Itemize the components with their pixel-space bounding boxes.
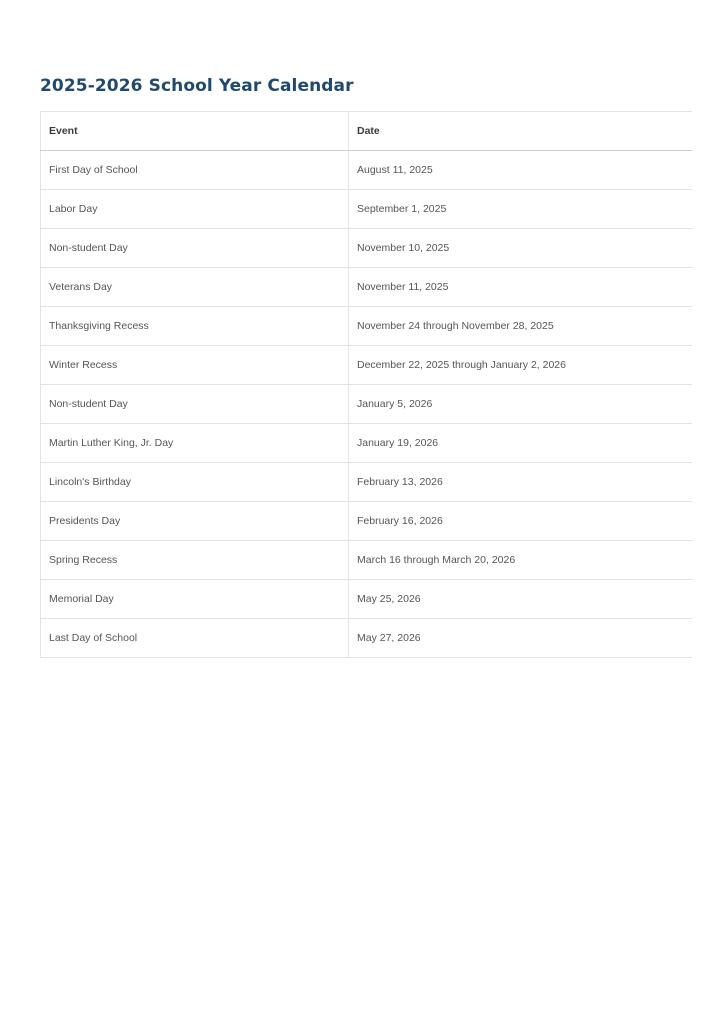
calendar-table [40,111,692,658]
table-row [41,346,692,385]
event-cell: Lincoln's Birthday [41,463,349,502]
event-cell: Memorial Day [41,580,349,619]
date-cell: May 27, 2026 [349,619,692,658]
date-cell: February 16, 2026 [349,502,692,541]
table-body [41,151,692,658]
table-row [41,190,692,229]
date-cell: December 22, 2025 through January 2, 2026 [349,346,692,385]
table-header [41,112,692,151]
date-cell: February 13, 2026 [349,463,692,502]
event-cell: Non-student Day [41,385,349,424]
date-cell: January 5, 2026 [349,385,692,424]
event-cell: Veterans Day [41,268,349,307]
date-cell: January 19, 2026 [349,424,692,463]
page-title: 2025-2026 School Year Calendar [40,76,354,96]
event-cell: First Day of School [41,151,349,190]
date-cell: November 10, 2025 [349,229,692,268]
date-cell: May 25, 2026 [349,580,692,619]
event-cell: Spring Recess [41,541,349,580]
table-row [41,424,692,463]
date-cell: March 16 through March 20, 2026 [349,541,692,580]
event-cell: Non-student Day [41,229,349,268]
header-row [41,112,692,151]
event-cell: Last Day of School [41,619,349,658]
event-cell: Martin Luther King, Jr. Day [41,424,349,463]
event-cell: Winter Recess [41,346,349,385]
event-cell: Presidents Day [41,502,349,541]
table-row [41,580,692,619]
table-row [41,463,692,502]
table-row [41,541,692,580]
table-row [41,151,692,190]
date-cell: September 1, 2025 [349,190,692,229]
table-row [41,229,692,268]
column-header-event: Event [41,112,349,151]
date-cell: August 11, 2025 [349,151,692,190]
table-row [41,502,692,541]
date-cell: November 24 through November 28, 2025 [349,307,692,346]
event-cell: Thanksgiving Recess [41,307,349,346]
date-cell: November 11, 2025 [349,268,692,307]
column-header-date: Date [349,112,692,151]
table-row [41,619,692,658]
table-row [41,268,692,307]
event-cell: Labor Day [41,190,349,229]
table-row [41,307,692,346]
table-row [41,385,692,424]
